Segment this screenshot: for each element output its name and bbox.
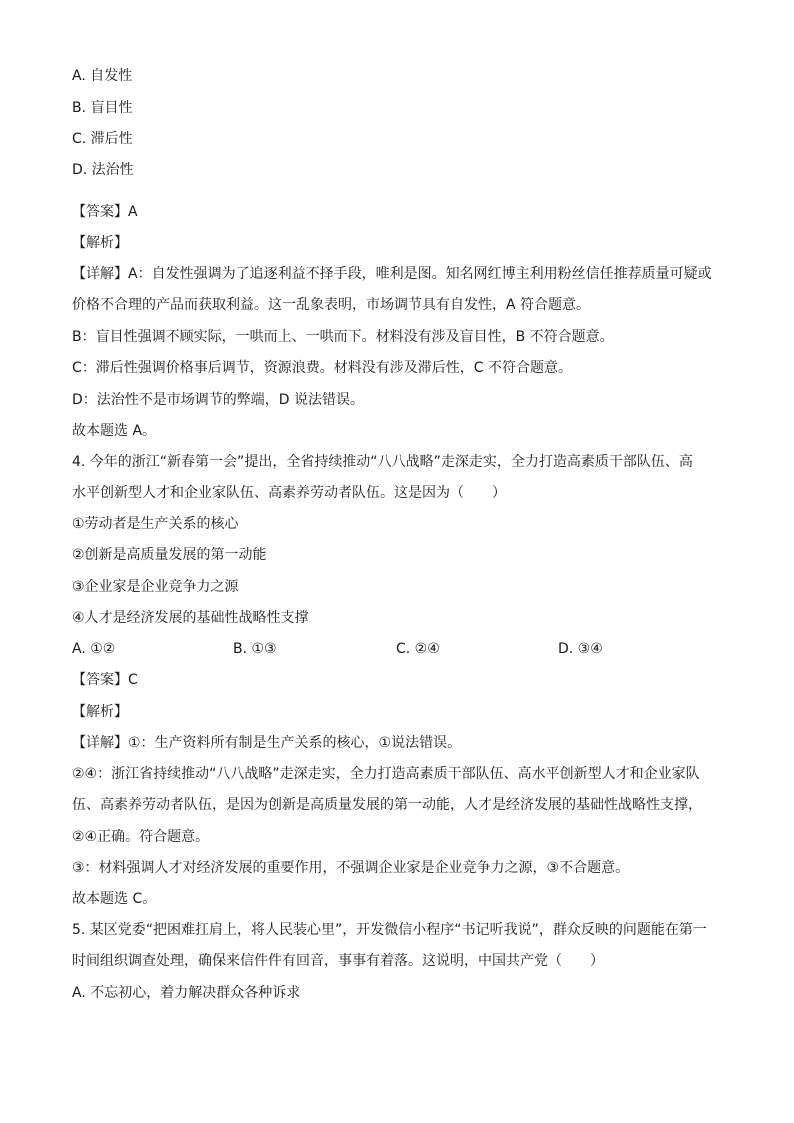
q4-statement: ②创新是高质量发展的第一动能 — [72, 547, 267, 563]
q3-conclusion: 故本题选 A。 — [72, 423, 157, 439]
q5-stem-line: 5. 某区党委“把困难扛肩上，将人民装心里”，开发微信小程序“书记听我说”，群众反映的问题能在第一 — [72, 922, 707, 938]
q5-option-a: A. 不忘初心，着力解决群众各种诉求 — [72, 985, 301, 1001]
q4-detail-line: 【详解】①：生产资料所有制是生产关系的核心，①说法错误。 — [72, 735, 462, 751]
q4-detail-line: ②④正确。符合题意。 — [72, 829, 210, 845]
q4-analysis-label: 【解析】 — [72, 704, 128, 720]
q3-answer: 【答案】A — [72, 204, 138, 220]
q3-detail-line: 价格不合理的产品而获取利益。这一乱象表明，市场调节具有自发性，A 符合题意。 — [72, 297, 591, 313]
q4-answer: 【答案】C — [72, 672, 138, 688]
q4-statement: ④人才是经济发展的基础性战略性支撑 — [72, 610, 309, 626]
q4-choice-b: B. ①③ — [233, 641, 277, 657]
q3-option-b: B. 盲目性 — [72, 100, 133, 116]
q4-choice-a: A. ①② — [72, 641, 116, 657]
q4-detail-line: ③：材料强调人才对经济发展的重要作用，不强调企业家是企业竞争力之源，③不合题意。 — [72, 860, 630, 876]
q3-option-c: C. 滞后性 — [72, 131, 133, 147]
q3-option-d: D. 法治性 — [72, 162, 134, 178]
q3-detail-line: D：法治性不是市场调节的弊端，D 说法错误。 — [72, 392, 365, 408]
q4-choice-c: C. ②④ — [396, 641, 440, 657]
q3-detail-line: C：滞后性强调价格事后调节，资源浪费。材料没有涉及滞后性，C 不符合题意。 — [72, 360, 572, 376]
q3-option-a: A. 自发性 — [72, 68, 133, 84]
q4-detail-line: 伍、高素养劳动者队伍，是因为创新是高质量发展的第一动能，人才是经济发展的基础性战略性支撑， — [72, 797, 702, 813]
q4-statement: ③企业家是企业竞争力之源 — [72, 579, 239, 595]
q4-stem-line: 4. 今年的浙江“新春第一会”提出，全省持续推动“八八战略”走深走实，全力打造高素质干部队伍、高 — [72, 454, 693, 470]
q4-stem-line: 水平创新型人才和企业家队伍、高素养劳动者队伍。这是因为（ ） — [72, 485, 506, 501]
q4-detail-line: ②④：浙江省持续推动“八八战略”走深走实，全力打造高素质干部队伍、高水平创新型人才和企业家队 — [72, 766, 700, 782]
q3-analysis-label: 【解析】 — [72, 235, 128, 251]
q4-conclusion: 故本题选 C。 — [72, 891, 157, 907]
q4-statement: ①劳动者是生产关系的核心 — [72, 516, 239, 532]
q3-detail-line: B：盲目性强调不顾实际，一哄而上、一哄而下。材料没有涉及盲目性，B 不符合题意。 — [72, 329, 614, 345]
q5-stem-line: 时间组织调查处理，确保来信件件有回音，事事有着落。这说明，中国共产党（ ） — [72, 953, 604, 969]
q4-choice-d: D. ③④ — [558, 641, 603, 657]
q3-detail-line: 【详解】A：自发性强调为了追逐利益不择手段，唯利是图。知名网红博主利用粉丝信任推荐质量可疑或 — [72, 266, 712, 282]
